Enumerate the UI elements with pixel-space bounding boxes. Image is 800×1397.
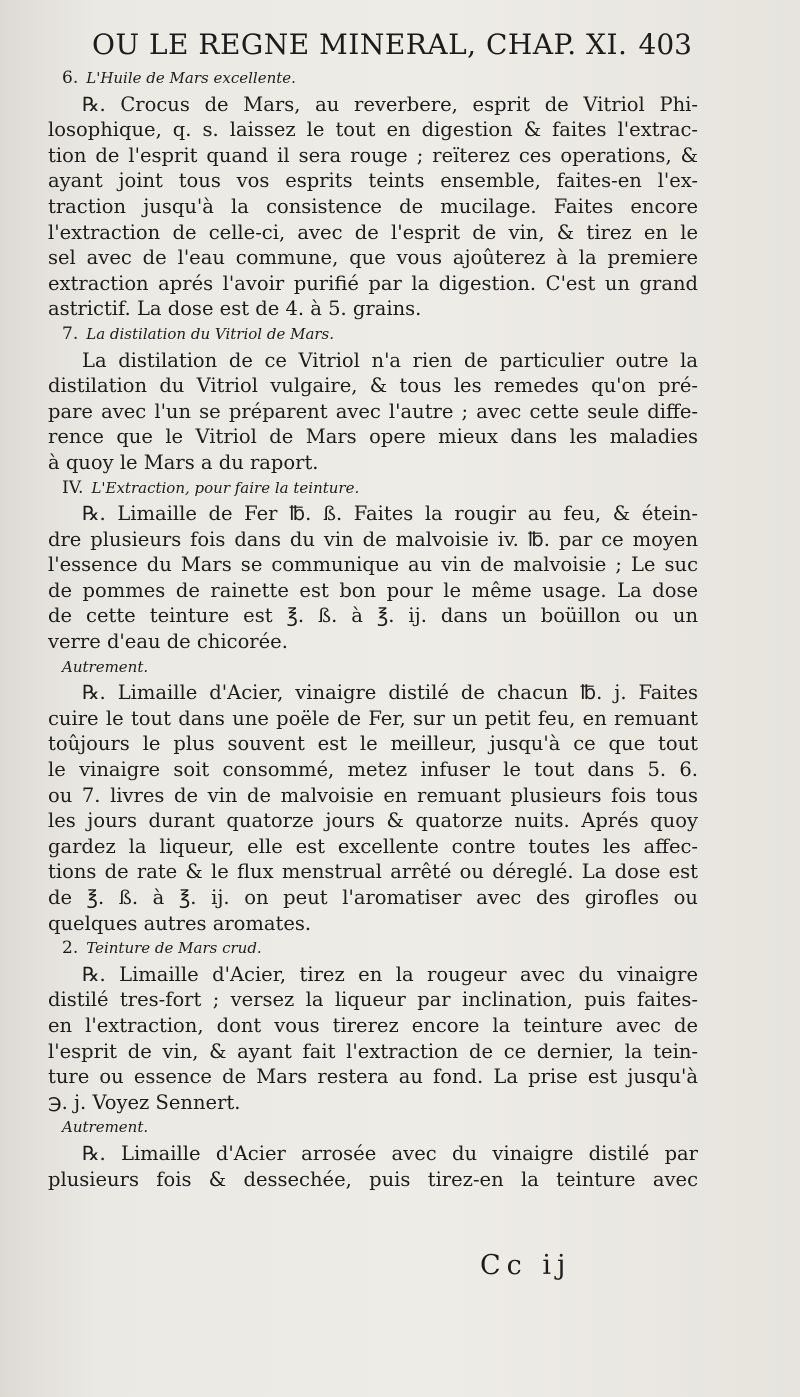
text-line: tions de rate & le flux menstrual arrêté ou déreglé. La dose est <box>48 860 698 884</box>
text-line: plusieurs fois & dessechée, puis tirez-en la teinture avec <box>48 1167 698 1191</box>
text-line: astrictif. La dose est de 4. à 5. grains. <box>48 297 422 321</box>
text-line: l'essence du Mars se communique au vin de malvoisie ; Le suc <box>48 553 698 577</box>
text-line: ℞. Limaille d'Acier, vinaigre distilé de chacun ℔. j. Faites <box>82 681 698 705</box>
running-title: OU LE REGNE MINERAL, CHAP. XI. <box>92 28 628 61</box>
text-line: les jours durant quatorze jours & quatorze nuits. Aprés quoy <box>48 809 698 833</box>
section-number: 6. <box>62 68 79 88</box>
text-line: distilation du Vitriol vulgaire, & tous les remedes qu'on pré- <box>48 374 698 398</box>
section-heading-text: L'Huile de Mars excellente. <box>86 69 296 87</box>
text-line: ℞. Limaille de Fer ℔. ß. Faites la rougir au feu, & étein- <box>82 502 698 526</box>
text-line: en l'extraction, dont vous tirerez encore la teinture avec de <box>48 1013 698 1037</box>
section-heading-text: La distilation du Vitriol de Mars. <box>86 324 335 343</box>
text-line: losophique, q. s. laissez le tout en digestion & faites l'extrac- <box>48 118 698 142</box>
text-line: quelques autres aromates. <box>48 911 312 935</box>
text-line: dre plusieurs fois dans du vin de malvoisie iv. ℔. par ce moyen <box>48 527 698 551</box>
text-line: verre d'eau de chicorée. <box>48 630 288 654</box>
text-line: ℈. j. Voyez Sennert. <box>48 1090 241 1114</box>
page-header <box>92 28 692 68</box>
section-heading-text: Autrement. <box>62 657 149 676</box>
text-line: l'extraction de celle-ci, avec de l'esprit de vin, & tirez en le <box>48 220 698 244</box>
section-heading <box>48 66 698 92</box>
text-line: pare avec l'un se préparent avec l'autre ; avec cette seule diffe- <box>48 399 698 423</box>
body-text <box>48 66 698 1192</box>
section-number: IV. <box>62 477 84 498</box>
text-line: toûjours le plus souvent est le meilleur, jusqu'à ce que tout <box>48 732 698 756</box>
text-line: La distilation de ce Vitriol n'a rien de particulier outre la <box>82 348 698 372</box>
section-heading <box>48 476 698 502</box>
section-heading-text: Autrement. <box>62 1118 149 1137</box>
text-line: à quoy le Mars a du raport. <box>48 450 319 474</box>
section-number: 7. <box>62 323 79 344</box>
page-number: 403 <box>638 28 692 61</box>
text-line: de pommes de rainette est bon pour le même usage. La dose <box>48 578 698 602</box>
section-heading-text: Teinture de Mars crud. <box>86 939 262 958</box>
section-number: 2. <box>62 938 79 959</box>
section-heading <box>48 655 698 681</box>
text-line: ℞. Limaille d'Acier, tirez en la rougeur avec du vinaigre <box>82 962 698 986</box>
section-heading <box>48 1115 698 1141</box>
text-line: distilé tres-fort ; versez la liqueur par inclination, puis faites- <box>48 988 698 1012</box>
section-heading <box>48 322 698 348</box>
text-line: l'esprit de vin, & ayant fait l'extraction de ce dernier, la tein- <box>48 1039 698 1063</box>
text-line: rence que le Vitriol de Mars opere mieux dans les maladies <box>48 425 698 449</box>
text-line: tion de l'esprit quand il sera rouge ; reïterez ces operations, & <box>48 143 698 167</box>
section-heading <box>48 936 698 962</box>
section-heading-text: L'Extraction, pour faire la teinture. <box>91 478 360 497</box>
text-line: de ℥. ß. à ℥. ij. on peut l'aromatiser avec des girofles ou <box>48 886 698 909</box>
text-line: ture ou essence de Mars restera au fond. La prise est jusqu'à <box>48 1065 698 1089</box>
text-line: ou 7. livres de vin de malvoisie en remuant plusieurs fois tous <box>48 783 698 807</box>
text-line: gardez la liqueur, elle est excellente contre toutes les affec- <box>48 834 698 858</box>
text-line: sel avec de l'eau commune, que vous ajoûterez à la premiere <box>48 246 698 270</box>
text-line: ℞. Crocus de Mars, au reverbere, esprit de Vitriol Phi- <box>82 92 698 116</box>
text-line: cuire le tout dans une poële de Fer, sur un petit feu, en remuant <box>48 706 698 730</box>
text-line: le vinaigre soit consommé, metez infuser le tout dans 5. 6. <box>48 758 698 782</box>
text-line: extraction aprés l'avoir purifié par la digestion. C'est un grand <box>48 271 698 295</box>
signature-mark: Cc ij <box>480 1250 572 1281</box>
text-line: de cette teinture est ℥. ß. à ℥. ij. dans un boüillon ou un <box>48 604 698 628</box>
text-line: ℞. Limaille d'Acier arrosée avec du vinaigre distilé par <box>82 1141 698 1165</box>
text-line: traction jusqu'à la consistence de mucilage. Faites encore <box>48 194 698 218</box>
text-line: ayant joint tous vos esprits teints ensemble, faites-en l'ex- <box>48 169 698 193</box>
